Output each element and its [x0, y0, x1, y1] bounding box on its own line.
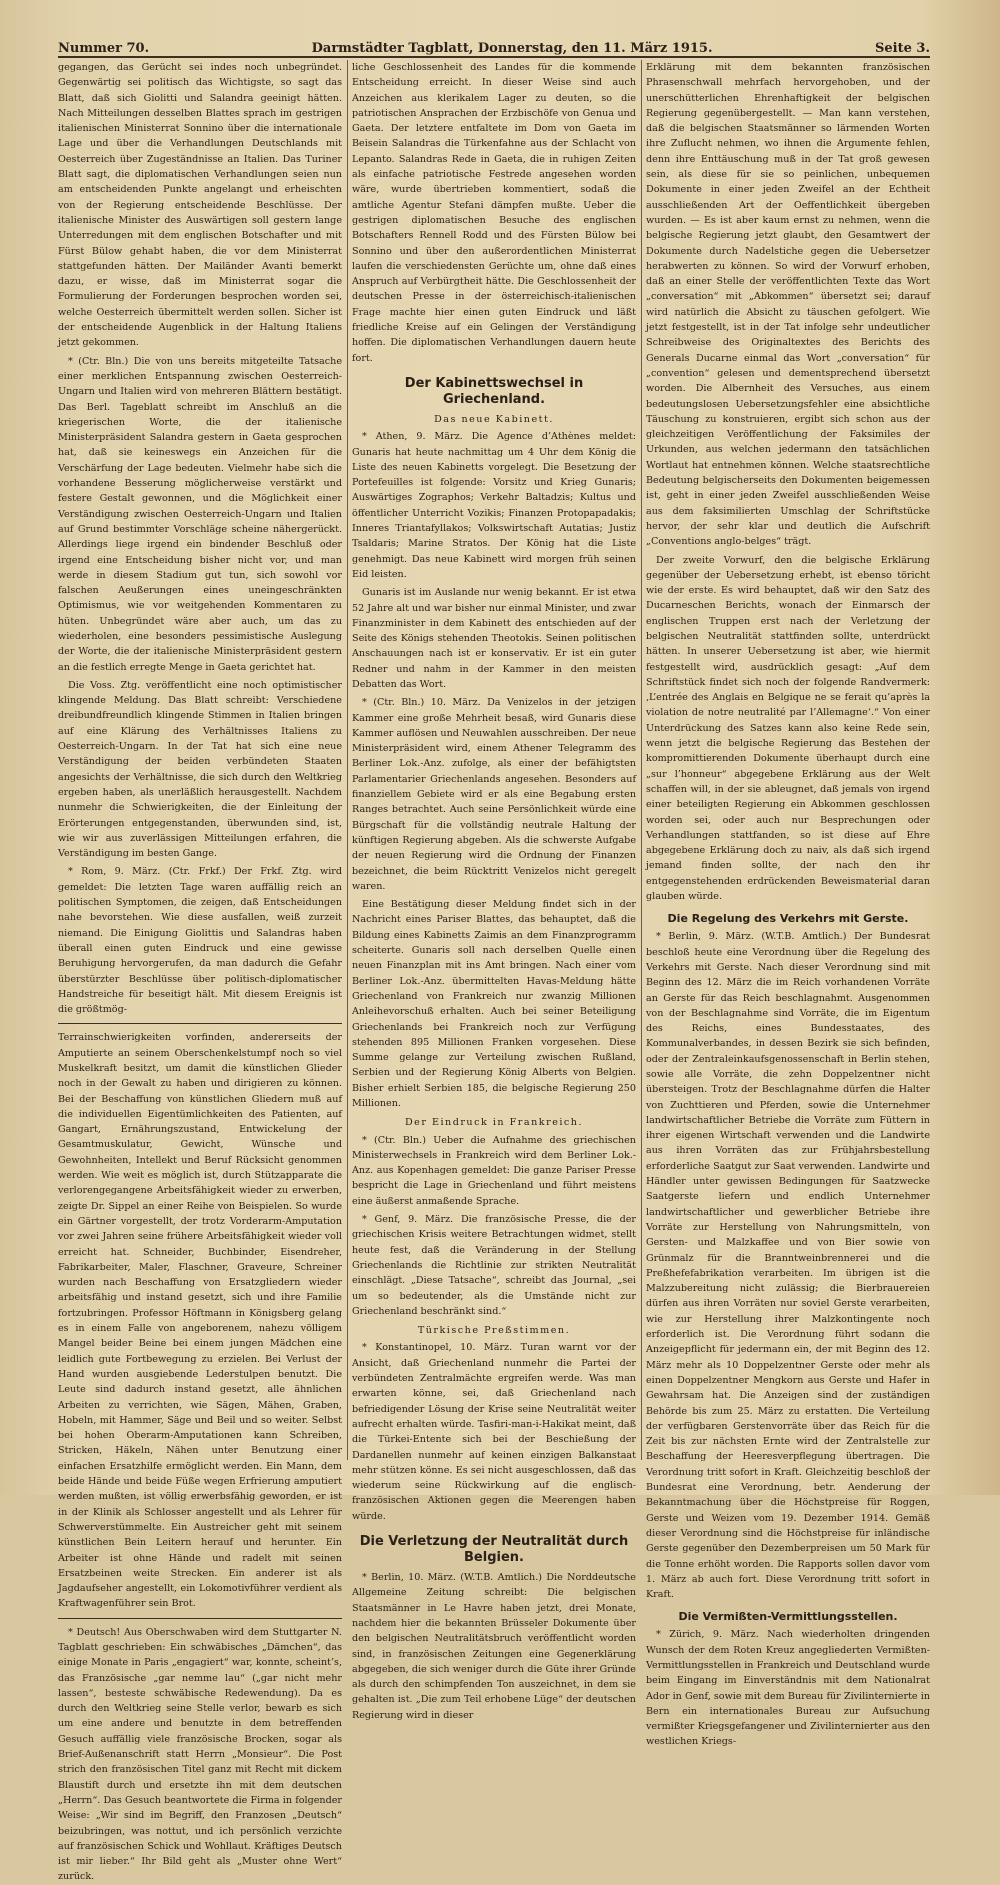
- paragraph: * (Ctr. Bln.) Die von uns bereits mitgeteilte Tatsache einer merklichen Entspannung zwischen Oesterreich-Ungarn und Italien wird von mehreren Blättern bestätigt. Das Berl. Tageblatt schreibt im Anschluß an die kriegerischen Worte, die der italienische Ministerpräsident Salandra gestern in Gaeta gesprochen hat, daß sie keineswegs ein Anzeichen für die Verschärfung der Lage bedeuten. Vielmehr habe sich die vorhandene Besserung möglicherweise verstärkt und festere Gestalt gewonnen, und die Möglichkeit einer Verständigung zwischen Oesterreich-Ungarn und Italien auf Grund bestimmter Vorschläge scheine nähergerückt. Allerdings liege irgend ein bindender Beschluß oder irgend eine Entscheidung bisher nicht vor, und man werde in diesem Stadium gut tun, sich sowohl vor falschen Aeußerungen eines uneingeschränkten Optimismus, wie vor weitgehenden Kommentaren zu hüten. Unbegründet wäre aber auch, um das zu wiederholen, eine besonders pessimistische Auslegung der Worte, die der italienische Ministerpräsident gestern an die festlich erregte Menge in Gaeta gerichtet hat.: [58, 355, 342, 673]
- paragraph: liche Geschlossenheit des Landes für die kommende Entscheidung erreicht. In dieser Weise sind auch Anzeichen aus klerikalem Lager zu deuten, so die patriotischen Ansprachen der Erzbischöfe von Genua und Gaeta. Der letztere entfaltete im Dom von Gaeta im Beisein Salandras die Türkenfahne aus der Schlacht von Lepanto. Salandras Rede in Gaeta, die in ruhigen Zeiten als einfache patriotische Festrede angesehen worden wäre, wurde übertrieben kommentiert, sodaß die amtliche Agentur Stefani dämpfen mußte. Ueber die gestrigen diplomatischen Besuche des englischen Botschafters Rennell Rodd und des Fürsten Bülow bei Sonnino und über den außerordentlichen Ministerrat laufen die verschiedensten Gerüchte um, ohne daß eines Anspruch auf Verbürgtheit hätte. Die Geschlossenheit der deutschen Presse in der österreichisch-italienischen Frage machte hier einen guten Eindruck und läßt friedliche Kreise auf ein Gelingen der Verständigung hoffen. Die diplomatischen Verhandlungen dauern heute fort.: [352, 62, 636, 364]
- paragraph: * Deutsch! Aus Oberschwaben wird dem Stuttgarter N. Tagblatt geschrieben: Ein schwäbisches „Dämchen“, das einige Monate in Paris „engagiert“ war, konnte, scheint’s, das Französische „gar nemme lau“ („gar nicht mehr lassen“, besteste schwäbische Redewendung). Da es durch den Weltkrieg seine Stelle verlor, bewarb es sich um eine andere und benutzte in dem betreffenden Gesuch auffällig viele französische Brocken, sogar als Brief-Außenanschrift statt Herrn „Monsieur“. Die Post strich den französischen Titel ganz mit Recht mit dickem Blaustift durch und ersetzte ihn mit dem deutschen „Herrn“. Das Gesuch beantwortete die Firma in folgender Weise: „Wir sind im Begriff, den Franzosen „Deutsch“ beizubringen, was nottut, und ich persönlich verzichte auf französischen Schick und Wohllaut. Kräftiges Deutsch ist mir lieber.“ Ihr Bild geht als „Muster ohne Wert“ zurück.: [58, 1626, 342, 1883]
- page-number: Seite 3.: [875, 41, 930, 56]
- column-1: [58, 60, 342, 1883]
- paragraph: * Zürich, 9. März. Nach wiederholten dringenden Wunsch der dem Roten Kreuz angegliederten Vermißten-Vermittlungsstellen in Frankreich und Deutschland wurde beim Eingang im Einverständnis mit dem Nationalrat Ador in Genf, sowie mit dem Bureau für Zivilinternierte in Bern ein internationales Bureau zur Aufsuchung vermißter Kriegsgefangener und Zivilinternierter aus den westlichen Kriegs-: [646, 1629, 930, 1748]
- paragraph: Die Voss. Ztg. veröffentlicht eine noch optimistischer klingende Meldung. Das Blatt schreibt: Verschiedene dreibundfreundlich klingende Stimmen in Italien bringen auf eine Klärung des Verhältnisses Italiens zu Oesterreich-Ungarn. In der Tat hat sich eine neue Verständigung der beiden verbündeten Staaten angesichts der Verhältnisse, die sich durch den Weltkrieg ergeben haben, als unerläßlich herausgestellt. Nachdem nunmehr die Schwierigkeiten, die der Einleitung der Erörterungen entgegenstanden, überwunden sind, ist, wie wir aus zuverlässigen Mitteilungen erfahren, die Verständigung im besten Gange.: [58, 679, 342, 860]
- article-headline: Die Verletzung der Neutralität durch Belgien.: [359, 1534, 629, 1566]
- paragraph: * Berlin, 9. März. (W.T.B. Amtlich.) Der Bundesrat beschloß heute eine Verordnung über die Regelung des Verkehrs mit Gerste. Nach dieser Verordnung sind mit Beginn des 12. März die im Reich vorhandenen Vorräte an Gerste für das Reich beschlagnahmt. Ausgenommen von der Beschlagnahme sind Vorräte, die im Eigentum des Reichs, eines Bundesstaates, des Kommunalverbandes, in dessen Bezirk sie sich befinden, oder der Zentraleinkaufsgenossenschaft in Berlin stehen, sowie alle Vorräte, die zehn Doppelzentner nicht übersteigen. Trotz der Beschlagnahme dürfen die Halter von Zuchttieren und Pferden, sowie die Unternehmer landwirtschaftlicher Betriebe die Vorräte zum Füttern in ihrer eigenen Wirtschaft verwenden und die Landwirte aus ihren Vorräten das zur Frühjahrsbestellung erforderliche Saatgut zur Saat verwenden. Landwirte und Händler unter gewissen Bedingungen für Saatzwecke Saatgerste liefern und endlich Unternehmer landwirtschaftlicher und gewerblicher Betriebe ihre Vorräte zur Herstellung von Nahrungsmitteln, von Gersten- und Malzkaffee und von Bier sowie von Grünmalz für die Branntweinbrennerei und die Preßhefefabrikation verarbeiten. Im übrigen ist die Malzzubereitung nicht zulässig; die Bierbrauereien dürfen aus ihren Vorräten nur soviel Gerste verarbeiten, wie zur Herstellung ihrer Malzkontingente noch erforderlich ist. Die Verordnung führt sodann die Anzeigepflicht für jedermann ein, der mit Beginn des 12. März mehr als 10 Doppelzentner Gerste oder mehr als einen Doppelzentner Mengkorn aus Gerste und Hafer in Gewahrsam hat. Die Anzeigen sind der zuständigen Behörde bis zum 25. März zu erstatten. Die Verteilung der verfügbaren Gerstenvorräte über das Reich für die Zeit bis zur nächsten Ernte wird der Zentralstelle zur Beschaffung der Heeresverpflegung übertragen. Die Verordnung tritt sofort in Kraft. Gleichzeitig beschloß der Bundesrat eine Verordnung, betr. Aenderung der Bekanntmachung über die Höchstpreise für Roggen, Gerste und Weizen vom 19. Dezember 1914. Gemäß dieser Verordnung sind die Höchstpreise für inländische Gerste gegenüber den Dezemberpreisen um 50 Mark für die Tonne erhöht worden. Die Rapports sollen davor vom 1. März ab auch fort. Diese Verordnung tritt sofort in Kraft.: [646, 931, 930, 1601]
- paragraph: * Genf, 9. März. Die französische Presse, die der griechischen Krisis weitere Betrachtungen widmet, stellt heute fest, daß die Veränderung in der Stellung Griechenlands die Richtlinie zur strikten Neutralität einschlägt. „Diese Tatsache“, schreibt das Journal, „sei um so bedeutender, als die Umstände nicht zur Griechenland beschränkt sind.“: [352, 1214, 636, 1317]
- paragraph: Gunaris ist im Auslande nur wenig bekannt. Er ist etwa 52 Jahre alt und war bisher nur einmal Minister, und zwar Finanzminister in dem Kabinett des entschieden auf der Seite des Königs stehenden Theotokis. Seinen politischen Anschauungen nach ist er konservativ. Er ist ein guter Redner und nahm in der Kammer in den meisten Debatten das Wort.: [352, 587, 636, 690]
- column-divider: [347, 60, 348, 1460]
- feuilleton-rule: [58, 1023, 342, 1024]
- column-2: [352, 60, 636, 1721]
- paragraph: Terrainschwierigkeiten vorfinden, andererseits der Amputierte an seinem Oberschenkelstumpf noch so viel Muskelkraft besitzt, um damit die künstlichen Glieder noch in der Gewalt zu haben und dirigieren zu können. Bei der Beschaffung von künstlichen Gliedern muß auf die individuellen Eigentümlichkeiten des Patienten, auf Gangart, Ernährungszustand, Entwickelung der Gesamtmuskulatur, Gewicht, Wünsche und Gewohnheiten, Intellekt und Beruf Rücksicht genommen werden. Wie weit es möglich ist, durch Stützapparate die verlorengegangene Arbeitsfähigkeit wieder zu erwerben, zeigte Dr. Sippel an einer Reihe von Beispielen. So wurde ein Gärtner vorgestellt, der trotz Vorderarm-Amputation vor zwei Jahren seine frühere Arbeitsfähigkeit wieder voll erreicht hat. Schneider, Buchbinder, Eisendreher, Fabrikarbeiter, Maler, Flaschner, Graveure, Schreiner wurden nach Beschaffung von Ersatzgliedern wieder arbeitsfähig und instand gesetzt, sich und ihre Familie fortzubringen. Professor Höftmann in Königsberg gelang es in einem Falle von angeborenem, nahezu völligem Mangel beider Beine bei einem jungen Mädchen eine leidlich gute Fortbewegung zu erzielen. Bei Verlust der Hand wurden ausgiebende Lederstulpen benutzt. Die Leute sind dadurch instand gesetzt, alle ähnlichen Arbeiten zu verrichten, wie Sägen, Mähen, Graben, Hobeln, mit Hammer, Säge und Beil und so weiter. Selbst bei hohen Oberarm-Amputationen kann Schreiben, Stricken, Häkeln, Nähen unter Benutzung einer einfachen Ersatzhilfe ermöglicht werden. Ein Mann, dem beide Hände und beide Füße wegen Erfrierung amputiert werden mußten, ist völlig erwerbsfähig geworden, er ist in der Klinik als Schlosser angestellt und als Lehrer für Schwerverstümmelte. Ein Austreicher geht mit seinem künstlichen Bein Leitern herauf und herunter. Ein Arbeiter ist ohne Hände und radelt mit seinen Ersatzbeinen weite Strecken. Ein anderer ist als Jagdaufseher angestellt, ein Lokomotivführer verdient als Kraftwagenführer sein Brot.: [58, 1032, 342, 1610]
- paragraph: * Rom, 9. März. (Ctr. Frkf.) Der Frkf. Ztg. wird gemeldet: Die letzten Tage waren auffällig reich an politischen Symptomen, die zeigen, daß Entscheidungen nahe bevorstehen. Wie diese ausfallen, weiß zurzeit niemand. Die Einigung Giolittis und Salandras haben überall einen guten Eindruck und eine gewisse Beruhigung hervorgerufen, da man dadurch die Gefahr überstürzter Beschlüsse über politisch-diplomatischer Handstreiche für beseitigt hält. Mit diesem Ereignis ist die größtmög-: [58, 866, 342, 1016]
- column-3: [646, 60, 930, 1748]
- section-rule: [58, 1618, 342, 1619]
- paragraph: gegangen, das Gerücht sei indes noch unbegründet. Gegenwärtig sei politisch das Wichtigste, so sagt das Blatt, daß sich Giolitti und Salandra geeinigt hätten. Nach Mitteilungen desselben Blattes sprach im gestrigen italienischen Ministerrat Sonnino über die internationale Lage und über die Verhandlungen Deutschlands mit Oesterreich über Zugeständnisse an Italien. Das Turiner Blatt sagt, die diplomatischen Verhandlungen seien nun am entscheidenden Punkte angelangt und erheischten von der Regierung entscheidende Beschlüsse. Der italienische Minister des Auswärtigen soll gestern lange Unterredungen mit dem englischen Botschafter und mit Fürst Bülow gehabt haben, die vor dem Ministerrat stattgefunden hätten. Der Mailänder Avanti bemerkt dazu, er wisse, daß im Ministerrat sogar die Formulierung der Forderungen besprochen worden sei, welche Oesterreich übermittelt werden sollen. Sicher ist der entscheidende Augenblick in der Haltung Italiens jetzt gekommen.: [58, 62, 342, 349]
- paragraph: * (Ctr. Bln.) Ueber die Aufnahme des griechischen Ministerwechsels in Frankreich wird dem Berliner Lok.-Anz. aus Kopenhagen gemeldet: Die ganze Pariser Presse bespricht die Lage in Griechenland und führt meistens eine äußerst anmaßende Sprache.: [352, 1134, 636, 1207]
- article-headline: Die Regelung des Verkehrs mit Gerste.: [667, 912, 909, 926]
- paragraph: * Konstantinopel, 10. März. Turan warnt vor der Ansicht, daß Griechenland nunmehr die Partei der verbündeten Zentralmächte ergreifen werde. Was man erwarten könne, sei, daß Griechenland nach befriedigender Lösung der Krise seine Neutralität weiter aufrecht erhalten würde. Tasfiri-man-i-Hakikat meint, daß die Türkei-Entente sich bei der Beschießung der Dardanellen nunmehr auf keinen einzigen Balkanstaat mehr stützen könne. Es sei nicht ausgeschlossen, daß das wiederum seine Rückwirkung auf die englisch-französischen Aktionen gegen die Meerengen haben würde.: [352, 1342, 636, 1522]
- article-headline: Der Kabinettswechsel in Griechenland.: [404, 375, 584, 407]
- article-subheading: Türkische Preßstimmen.: [417, 1325, 571, 1337]
- column-divider: [641, 60, 642, 1460]
- paragraph: Erklärung mit dem bekannten französischen Phrasenschwall mehrfach hervorgehoben, und der unerschütterlichen Ehrenhaftigkeit der belgischen Regierung gegenübergestellt. — Man kann verstehen, daß die belgischen Staatsmänner so lärmenden Worten ihre Zuflucht nehmen, wo ihnen die Argumente fehlen, denn ihre Enttäuschung muß in der Tat groß gewesen sein, als diese für sie so peinlichen, unbequemen Dokumente in einer jeden Zweifel an der Echtheit ausschließenden Art der Oeffentlichkeit übergeben wurden. — Es ist aber kaum ernst zu nehmen, wenn die belgische Regierung jetzt glaubt, den Gesamtwert der Dokumente durch Nadelstiche gegen die Uebersetzer herabwerten zu können. So wird der Vorwurf erhoben, daß an einer Stelle der veröffentlichten Texte das Wort „conversation“ mit „Abkommen“ übersetzt sei; darauf wird natürlich die Absicht zu täuschen gefolgert. Wie jetzt festgestellt, ist in der Tat infolge sehr undeutlicher Schreibweise des Originaltextes des Berichts des Generals Ducarne einmal das Wort „conversation“ für „convention“ gelesen und dementsprechend übersetzt worden. Die Albernheit des Versuches, aus einem bedeutungslosen Uebersetzungsfehler eine absichtliche Täuschung zu konstruieren, ergibt sich schon aus der gleichzeitigen Veröffentlichung der Faksimiles der Urkunden, aus welchen jedermann den tatsächlichen Wortlaut hat entnehmen können. Welche staatsrechtliche Bedeutung belgischerseits den Dokumenten beigemessen ist, geht in einer jeden Zweifel ausschließenden Weise aus dem faksimilierten Umschlag der Schriftstücke hervor, der sehr klar und deutlich die Aufschrift „Conventions anglo-belges“ trägt.: [646, 62, 930, 548]
- article-subheading: Der Eindruck in Frankreich.: [404, 1117, 584, 1129]
- newspaper-title-date: Darmstädter Tagblatt, Donnerstag, den 11. März 1915.: [311, 41, 713, 56]
- article-subheading: Das neue Kabinett.: [434, 413, 554, 425]
- paragraph: * (Ctr. Bln.) 10. März. Da Venizelos in der jetzigen Kammer eine große Mehrheit besaß, wird Gunaris diese Kammer auflösen und Neuwahlen ausschreiben. Der neue Ministerpräsident wird, einem Athener Telegramm des Berliner Lok.-Anz. zufolge, als einer der befähigtsten Parlamentarier Griechenlands angesehen. Besonders auf finanziellem Gebiete wird er als eine Begabung ersten Ranges betrachtet. Auch seine Persönlichkeit würde eine Bürgschaft für die vollständig neutrale Haltung der künftigen Regierung abgeben. Als die schwerste Aufgabe der neuen Regierung wird die Ordnung der Finanzen bezeichnet, die beim Rücktritt Venizelos nicht geregelt waren.: [352, 697, 636, 892]
- paragraph: Eine Bestätigung dieser Meldung findet sich in der Nachricht eines Pariser Blattes, das behauptet, daß die Bildung eines Kabinetts Zaimis an dem Finanzprogramm scheiterte. Gunaris soll nach derselben Quelle einen neuen Finanzplan mit ins Amt bringen. Nach einer vom Berliner Lok.-Anz. übermittelten Havas-Meldung hätte Griechenland von Frankreich nur zwanzig Millionen Anleihevorschuß erhalten. Auch bei seiner Beteiligung Griechenlands bei Frankreich noch zur Verfügung stehenden 895 Millionen Franken vorgesehen. Diese Summe gelange zur Verteilung zwischen Rußland, Serbien und der Regierung König Alberts von Belgien. Bisher erhielt Serbien 185, die belgische Regierung 250 Millionen.: [352, 899, 636, 1109]
- masthead: [58, 30, 930, 58]
- paragraph: * Athen, 9. März. Die Agence d’Athènes meldet: Gunaris hat heute nachmittag um 4 Uhr dem König die Liste des neuen Kabinetts vorgelegt. Die Besetzung der Portefeuilles ist folgende: Vorsitz und Krieg Gunaris; Auswärtiges Zographos; Verkehr Baltadzis; Kultus und öffentlicher Unterricht Vozikis; Finanzen Protopapadakis; Inneres Triantafyllakos; Volkswirtschaft Autatias; Justiz Tsaldaris; Marine Stratos. Der König hat die Liste genehmigt. Das neue Kabinett wird morgen früh seinen Eid leisten.: [352, 431, 636, 580]
- issue-number: Nummer 70.: [58, 41, 150, 56]
- paragraph: Der zweite Vorwurf, den die belgische Erklärung gegenüber der Uebersetzung erhebt, ist ebenso töricht wie der erste. Es wird behauptet, daß wir den Satz des Ducarneschen Berichts, wonach der Einmarsch der englischen Truppen erst nach der Verletzung der belgischen Neutralität stattfinden sollte, unterdrückt hätten. In unserer Uebersetzung ist aber, wie hiermit festgestellt wird, ausdrücklich gesagt: „Auf dem Schriftstück findet sich noch der folgende Randvermerk: ‚L’entrée des Anglais en Belgique ne se ferait qu’après la violation de notre neutralité par l’Allemagne‘.“ Von einer Unterdrückung des Satzes kann also keine Rede sein, wenn jetzt die belgische Regierung das Bestehen der kompromittierenden Dokumente überhaupt durch eine „sur l’honneur“ abgegebene Erklärung aus der Welt schaffen will, in der sie ableugnet, daß jemals von irgend einer beteiligten Regierung ein Abkommen geschlossen worden sei, oder auch nur Besprechungen oder Verhandlungen stattfanden, so ist diese auf Ehre abgegebene Erklärung doch zu naiv, als daß sich irgend jemand finden sollte, der nach den ihr entgegenstehenden erdrückenden Beweismaterial daran glauben würde.: [646, 554, 930, 903]
- paragraph: * Berlin, 10. März. (W.T.B. Amtlich.) Die Norddeutsche Allgemeine Zeitung schreibt: Die belgischen Staatsmänner in Le Havre haben jetzt, drei Monate, nachdem hier die bekannten Brüsseler Dokumente über den belgischen Neutralitätsbruch veröffentlicht worden sind, in französischen Zeitungen eine Gegenerklärung abgegeben, die sich weniger durch die Güte ihrer Gründe als durch den schimpfenden Ton auszeichnet, in dem sie gehalten ist. „Die zum Teil erhobene Lüge“ der deutschen Regierung wird in dieser: [352, 1572, 636, 1721]
- article-headline: Die Vermißten-Vermittlungsstellen.: [678, 1610, 898, 1624]
